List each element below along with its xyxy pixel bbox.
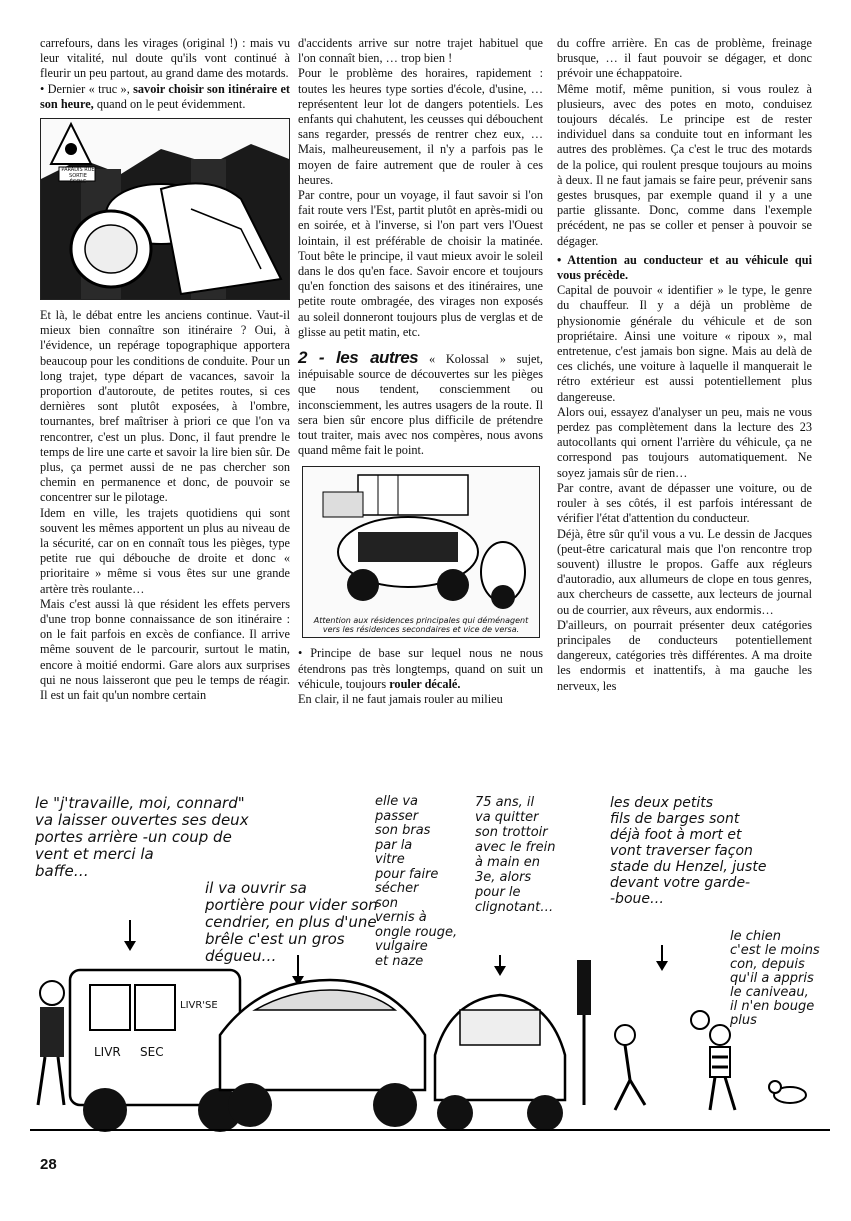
col1-paragraph: Mais c'est aussi là que résident les effets pervers d'une trop bonne connaissance de son itinéraire : on le fait parfois en excès de confiance. Il arrive même souvent de le parcourir, surtout le matin, encore à moitié endormi. Gare alors aux surprises qui ne nous laisseront que peu le temps de réagir. Il est un fait qu'un nombre certain: [40, 596, 290, 703]
col3-bold-heading: [557, 253, 812, 283]
cartoon-caption-ashtray: il va ouvrir sa portière pour vider son cendrier, en plus d'une brêle c'est un gros dégueu…: [205, 879, 378, 965]
col3-paragraph: D'ailleurs, on pourrait présenter deux catégories principales de conducteurs potentiellement dangereux, catégories très différentes. A ma droite les endormis et inattentifs, à ma gauche les nerveux, les: [557, 617, 812, 693]
bold-text: rouler décalé.: [389, 676, 461, 691]
cartoon-caption-worker: le "j'travaille, moi, connard" va laisser ouvertes ses deux portes arrière -un coup de vent et merci la baffe…: [35, 794, 249, 880]
sign-line-1: PARADIS RUE: [61, 167, 95, 174]
page-number: 28: [40, 1156, 57, 1173]
cartoon-caption-nail-polish: elle va passer son bras par la vitre pour faire sécher son vernis à ongle rouge, vulgaire et naze: [375, 794, 458, 969]
van-side-label: LIVR'SE: [180, 1000, 218, 1011]
col3-paragraph: Déjà, être sûr qu'il vous a vu. Le dessin de Jacques (peut-être caricatural mais que l'on rencontre trop souvent) illustre le propos. Gaffe aux régleurs d'autoradio, aux allumeurs de clope en tous genres, aux chercheurs de cassette, aux lecteurs de journal ou de courrier, aux rêveurs, aux endormis…: [557, 526, 812, 617]
column-2: [298, 36, 543, 707]
col3-paragraph: du coffre arrière. En cas de problème, freinage brusque, … il faut pouvoir se dégager, et donc prévoir une échappatoire.: [557, 36, 812, 81]
sign-label: [60, 167, 96, 185]
col1-bullet-paragraph: [40, 82, 290, 112]
bullet-text: • Principe de base sur lequel nous ne nous étendrons pas très longtemps, quand on suit un véhicule, toujours: [298, 646, 543, 691]
section-heading: 2 - les autres: [298, 348, 419, 368]
bold-text: • Attention au conducteur et au véhicule qui vous précède.: [557, 252, 812, 283]
cartoon-caption-dog: le chien c'est le moins con, depuis qu'il a appris le caniveau, il n'en bouge plus: [730, 929, 820, 1028]
illustration-caption: Attention aux résidences principales qui déménagent vers les résidences secondaires et vice de versa.: [313, 616, 529, 635]
moving-cars-drawing: [303, 467, 539, 617]
van-label-2: SEC: [140, 1045, 164, 1059]
bold-text: savoir choisir son itinéraire et son heure,: [40, 81, 290, 111]
col2-heading-paragraph: [298, 350, 543, 458]
van-label-1: LIVR: [94, 1045, 121, 1059]
column-3: [557, 36, 812, 694]
moving-cars-illustration: [302, 466, 540, 638]
col1-paragraph: carrefours, dans les virages (original !) : mais vu leur vitalité, nul doute qu'ils vont continué à fleurir un peu partout, au grand dame des motards.: [40, 36, 290, 81]
col1-paragraph: Et là, le débat entre les anciens continue. Vaut-il mieux bien connaître son itinéraire ? Oui, à l'évidence, un repérage topographique apportera beaucoup pour les conditions de conduite. Pour un long trajet, type départ de vacances, savoir la proportion d'autoroute, de petites routes, si ces dernières sont plutôt exposées, à l'ombre, tournantes, bref maîtriser à priori ce que l'on va rencontrer, c'est un plus. Donc, il faut prendre le temps de lire une carte et savoir la lire bien sûr. De plus, ça permet aussi de ne pas chercher son chemin en permanence et donc, de pouvoir se concentrer sur le pilotage.: [40, 308, 290, 505]
column-1: [40, 36, 290, 703]
col2-paragraph: Par contre, pour un voyage, il faut savoir si l'on fait route vers l'Est, partit plutôt en après-midi ou en soirée, et à l'inverse, si l'on part vers l'Ouest lointain, il est préférable de choisir la matinée. Tout bête le principe, il vaut mieux avoir le soleil dans le dos qu'en face. Savoir encore et toujours qu'en fonction des saisons et des itinéraires, une petite route ombragée, des virages non exposés au soleil donneront toujours plus de verglas et de glisse au petit matin, etc.: [298, 188, 543, 339]
col2-bullet-paragraph: [298, 646, 543, 692]
street-cartoon: [30, 795, 830, 1150]
col2-paragraph: Pour le problème des horaires, rapidement : toutes les heures type sorties d'école, d'usine, … représentent leur lot de dangers potentiels. Les enfants qui chahutent, les ceusses qui débouchent sans regarder, pressés de rentrer chez eux, … Mais, malheureusement, il n'y a parfois pas le moyen de faire autrement que de rouler à ces heures.: [298, 66, 543, 187]
heading-text: « Kolossal » sujet, inépuisable source de découvertes sur les pièges que nous tendent, consciemment ou inconsciemment, les autres usagers de la route. Il sera bien sûr encore plus difficile de prétendre tout traiter, mais avec nos compères, nous avons quand même fait le point.: [298, 352, 543, 458]
col1-paragraph: Idem en ville, les trajets quotidiens qui sont souvent les mêmes apportent un plus au niveau de la sécurité, car on en connaît tous les pièges, type petite rue qui débouche de droite et donc « prioritaire » même si vous êtes sur une grande artère très roulante…: [40, 505, 290, 596]
sign-line-2: SORTIE ÉCOLE: [69, 173, 87, 186]
motorcyclist-illustration: [40, 118, 290, 300]
col3-paragraph: Alors oui, essayez d'analyser un peu, mais ne vous perdez pas complètement dans la lecture des 23 autocollants qui ornent l'arrière du véhicule, ça ne correspond pas toujours automatiquement. Ne soyez jamais sûr de rien…: [557, 404, 812, 480]
col2-paragraph: d'accidents arrive sur notre trajet habituel que l'on connaît bien, … trop bien !: [298, 36, 543, 66]
cartoon-caption-kids: les deux petits fils de barges sont déjà foot à mort et vont traverser façon stade du Henzel, juste devant votre garde- -boue…: [610, 795, 767, 907]
motorcyclist-drawing: [41, 119, 289, 299]
col2-paragraph: En clair, il ne faut jamais rouler au milieu: [298, 692, 503, 707]
cartoon-caption-old-driver: 75 ans, il va quitter son trottoir avec le frein à main en 3e, alors pour le clignotant…: [475, 795, 556, 915]
col3-paragraph: Même motif, même punition, si vous roulez à plusieurs, avec des potes en moto, conduisez toujours décalés. Le principe est de rester individuel dans sa conduite tout en informant les autres des problèmes. Ça c'est le truc des motards de la police, qui roulent presque toujours au moins à deux. Il ne faut jamais se faire peur, prévenir sans gestes brusques, par exemple quand il y a une partie glissante. Donc, comme dans l'exemple précédent, ne pas se coller et penser à pouvoir se dégager.: [557, 81, 812, 248]
col3-paragraph: Capital de pouvoir « identifier » le type, le genre du chauffeur. Il y a déjà un problème de physionomie générale du véhicule et de son propriétaire. Ainsi une voiture « ripoux », mal entretenue, c'est jamais bon signe. Mais au delà de ces clichés, une voiture à laquelle il manquerait le rétro extérieur est aussi potentiellement plus dangereuse.: [557, 283, 812, 404]
bullet-text: • Dernier « truc »,: [40, 81, 134, 96]
bullet-rest: quand on le peut évidemment.: [93, 96, 246, 111]
col3-paragraph: Par contre, avant de dépasser une voiture, ou de rouler à ses côtés, il est parfois intéressant de vérifier l'état d'attention du conducteur.: [557, 480, 812, 526]
